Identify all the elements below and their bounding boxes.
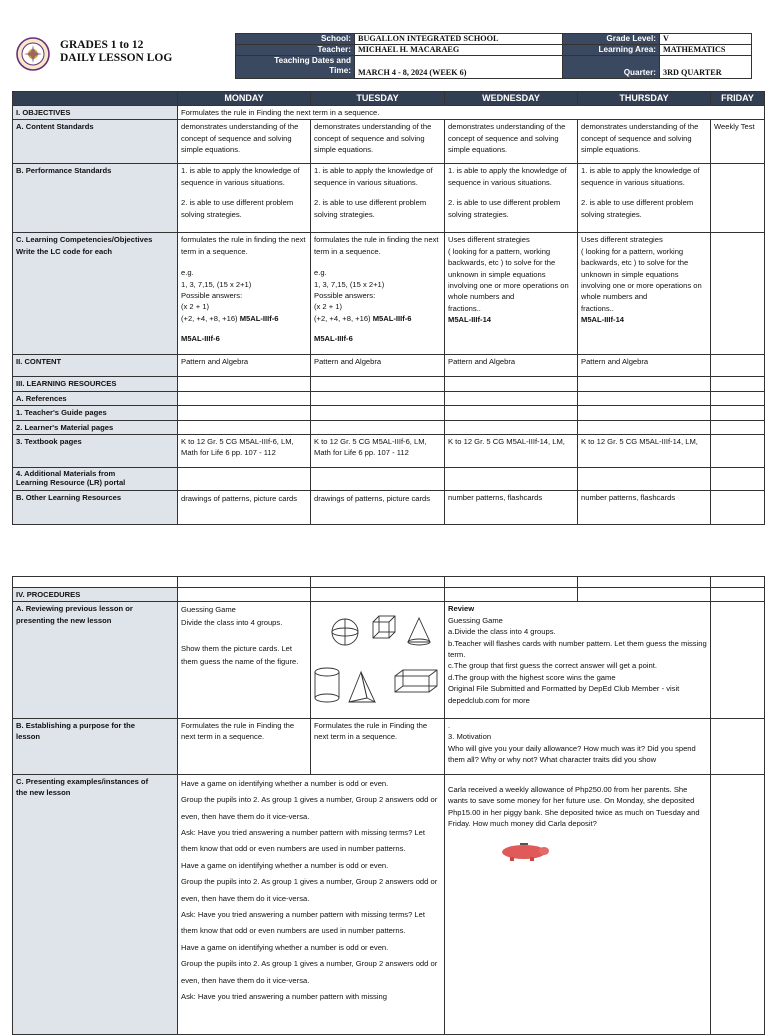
content-standards-fri: Weekly Test xyxy=(711,120,765,164)
comp-tue-text: formulates the rule in finding the next term in a sequence. xyxy=(314,235,439,256)
quarter-label: Quarter: xyxy=(563,56,660,79)
comp-tue-line xyxy=(314,313,441,324)
learning-area-label: Learning Area: xyxy=(563,45,660,56)
ps-thu-2: 2. is able to use different problem solving strategies. xyxy=(581,198,694,219)
other-resources-mon: drawings of patterns, picture cards xyxy=(178,491,311,525)
day-friday: FRIDAY xyxy=(711,92,765,106)
competencies-tue xyxy=(311,233,445,355)
competencies-wed xyxy=(445,233,578,355)
competencies-mon xyxy=(178,233,311,355)
school-value: BUGALLON INTEGRATED SCHOOL xyxy=(355,34,563,45)
ps-mon-2: 2. is able to use different problem solving strategies. xyxy=(181,198,294,219)
competencies-label: C. Learning Competencies/Objectives Write the LC code for each xyxy=(13,233,178,355)
additional-materials-label: 4. Additional Materials from Learning Resource (LR) portal xyxy=(13,468,178,491)
learners-material-label: 2. Learner's Material pages xyxy=(13,420,178,434)
header-info-table xyxy=(235,33,752,79)
day-tuesday: TUESDAY xyxy=(311,92,445,106)
teacher-value: MICHAEL H. MACARAEG xyxy=(355,45,563,56)
other-resources-thu: number patterns, flashcards xyxy=(578,491,711,525)
dates-label-line-2: Time: xyxy=(329,66,351,75)
performance-standards-fri xyxy=(711,164,765,233)
quarter-value: 3RD QUARTER xyxy=(660,56,752,79)
content-mon: Pattern and Algebra xyxy=(178,355,311,377)
review-wed-title: Review xyxy=(448,604,475,614)
dates-label-line-1: Teaching Dates and xyxy=(274,56,351,65)
log-title xyxy=(60,39,172,64)
comp-tue-eg: e.g. 1, 3, 7,15, (15 x 2+1) Possible answers: (x 2 + 1) xyxy=(314,268,385,312)
objectives-text: Formulates the rule in Finding the next term in a sequence. xyxy=(178,106,765,120)
comp-mon-line-text: (+2, +4, +8, +16) xyxy=(181,313,240,323)
review-label: A. Reviewing previous lesson or presenting the new lesson xyxy=(13,602,178,718)
day-wednesday: WEDNESDAY xyxy=(445,92,578,106)
title-line-1: GRADES 1 to 12 xyxy=(60,39,144,51)
piggy-bank-icon xyxy=(496,839,707,866)
teacher-label: Teacher: xyxy=(236,45,355,56)
examples-mon: Have a game on identifying whether a number is odd or even. Group the pupils into 2. As group 1 gives a number, Group 2 answers odd or even, then have them do it vice-versa. Ask: Have you tried answering a number pattern with missing terms? Let them know that odd or even numbers are used in number patterns. Have a game on identifying whether a number is odd or even. Group the pupils into 2. As group 1 gives a number, Group 2 answers odd or even, then have them do it vice-versa. Ask: Have you tried answering a number pattern with missing terms? Let them know that odd or even numbers are used in number patterns. Have a game on identifying whether a number is odd or even. Group the pupils into 2. As group 1 gives a number, Group 2 answers odd or even, then have them do it vice-versa. Ask: Have you tried answering a number pattern with missing xyxy=(178,774,445,1034)
performance-standards-label: B. Performance Standards xyxy=(13,164,178,233)
review-mon: Guessing Game Divide the class into 4 groups. Show them the picture cards. Let them guess the name of the figure. xyxy=(178,602,311,718)
lesson-log-table-2 xyxy=(12,576,765,1035)
teachers-guide-label: 1. Teacher's Guide pages xyxy=(13,406,178,420)
content-fri xyxy=(711,355,765,377)
content-standards-tue: demonstrates understanding of the concept of sequence and solving simple equations. xyxy=(311,120,445,164)
dates-value: MARCH 4 - 8, 2024 (WEEK 6) xyxy=(355,56,563,79)
ps-tue-2: 2. is able to use different problem solving strategies. xyxy=(314,198,427,219)
purpose-label: B. Establishing a purpose for the lesson xyxy=(13,718,178,774)
comp-wed-code: M5AL-IIIf-14 xyxy=(448,315,492,325)
examples-label: C. Presenting examples/instances of the new lesson xyxy=(13,774,178,1034)
deped-seal-logo xyxy=(16,37,50,71)
ps-wed-2: 2. is able to use different problem solving strategies. xyxy=(448,198,561,219)
review-wed-text: Guessing Game a.Divide the class into 4 groups. b.Teacher will flashes cards with number pattern. Let them guess the missing term. c.The group that first guess the correct answer will get a point. d.The group with the highest score wins the game Original File Submitted and Formatted by DepEd Club Member - visit depedclub.com for more xyxy=(448,615,707,705)
purpose-tue: Formulates the rule in Finding the next term in a sequence. xyxy=(311,718,445,774)
comp-mon-code-2: M5AL-IIIf-6 xyxy=(181,334,220,344)
comp-thu-text: Uses different strategies ( looking for a pattern, working backwards, etc ) to solve for the unknown in simple equations involving one or more operations on whole numbers and fractions.. xyxy=(581,235,702,313)
textbook-tue: K to 12 Gr. 5 CG M5AL-IIIf-6, LM, Math for Life 6 pp. 107 - 112 xyxy=(311,435,445,468)
ps-thu-1: 1. is able to apply the knowledge of sequence in various situations. xyxy=(581,166,700,187)
comp-thu-code: M5AL-IIIf-14 xyxy=(581,315,625,325)
geometric-figures-picture xyxy=(311,602,445,718)
comp-mon-line xyxy=(181,313,307,324)
review-wed xyxy=(445,602,711,718)
textbook-label: 3. Textbook pages xyxy=(13,435,178,468)
grade-level-label: Grade Level: xyxy=(563,34,660,45)
lesson-log-table-1 xyxy=(12,91,765,525)
learning-resources-label: III. LEARNING RESOURCES xyxy=(13,377,178,391)
learning-area-value: MATHEMATICS xyxy=(660,45,752,56)
ps-wed-1: 1. is able to apply the knowledge of sequence in various situations. xyxy=(448,166,567,187)
content-standards-thu: demonstrates understanding of the concept of sequence and solving simple equations. xyxy=(578,120,711,164)
comp-mon-text: formulates the rule in finding the next term in a sequence. xyxy=(181,235,306,256)
examples-wed xyxy=(445,774,711,1034)
performance-standards-wed xyxy=(445,164,578,233)
dates-label xyxy=(236,56,355,79)
content-standards-wed: demonstrates understanding of the concept of sequence and solving simple equations. xyxy=(445,120,578,164)
comp-tue-line-text: (+2, +4, +8, +16) xyxy=(314,313,373,323)
content-wed: Pattern and Algebra xyxy=(445,355,578,377)
day-monday: MONDAY xyxy=(178,92,311,106)
objectives-label: I. OBJECTIVES xyxy=(13,106,178,120)
other-resources-wed: number patterns, flashcards xyxy=(445,491,578,525)
textbook-mon: K to 12 Gr. 5 CG M5AL-IIIf-6, LM, Math for Life 6 pp. 107 - 112 xyxy=(178,435,311,468)
content-label: II. CONTENT xyxy=(13,355,178,377)
content-standards-mon: demonstrates understanding of the concept of sequence and solving simple equations. xyxy=(178,120,311,164)
content-standards-label: A. Content Standards xyxy=(13,120,178,164)
content-tue: Pattern and Algebra xyxy=(311,355,445,377)
comp-mon-eg: e.g. 1, 3, 7,15, (15 x 2+1) Possible answers: (x 2 + 1) xyxy=(181,268,252,312)
references-label: A. References xyxy=(13,391,178,405)
comp-mon-code: M5AL-IIIf-6 xyxy=(239,313,279,323)
ps-mon-1: 1. is able to apply the knowledge of sequence in various situations. xyxy=(181,166,300,187)
examples-wed-text: Carla received a weekly allowance of Php250.00 from her parents. She wants to save some money for her future use. On Monday, she deposited Php15.00 in her piggy bank. She deposited twice as much on Tuesday and Friday. How much money did Carla deposit? xyxy=(448,784,700,829)
textbook-thu: K to 12 Gr. 5 CG M5AL-IIIf-14, LM, xyxy=(578,435,711,468)
purpose-mon: Formulates the rule in Finding the next term in a sequence. xyxy=(178,718,311,774)
performance-standards-thu xyxy=(578,164,711,233)
purpose-wed: . 3. Motivation Who will give you your daily allowance? How much was it? Did you spend them all? Why or why not? What character traits did you show xyxy=(445,718,711,774)
competencies-fri xyxy=(711,233,765,355)
comp-wed-text: Uses different strategies ( looking for a pattern, working backwards, etc ) to solve for the unknown in simple equations involving one or more operations on whole numbers and fractions.. xyxy=(448,235,569,313)
day-thursday: THURSDAY xyxy=(578,92,711,106)
grade-level-value: V xyxy=(660,34,752,45)
procedures-label: IV. PROCEDURES xyxy=(13,588,178,602)
performance-standards-mon xyxy=(178,164,311,233)
school-label: School: xyxy=(236,34,355,45)
title-line-2: DAILY LESSON LOG xyxy=(60,51,173,64)
competencies-thu xyxy=(578,233,711,355)
content-thu: Pattern and Algebra xyxy=(578,355,711,377)
comp-tue-code-2: M5AL-IIIf-6 xyxy=(314,334,353,344)
textbook-wed: K to 12 Gr. 5 CG M5AL-IIIf-14, LM, xyxy=(445,435,578,468)
other-resources-tue: drawings of patterns, picture cards xyxy=(311,491,445,525)
geometric-figures-icon xyxy=(311,602,443,714)
ps-tue-1: 1. is able to apply the knowledge of sequence in various situations. xyxy=(314,166,433,187)
performance-standards-tue xyxy=(311,164,445,233)
other-resources-label: B. Other Learning Resources xyxy=(13,491,178,525)
comp-tue-code: M5AL-IIIf-6 xyxy=(372,313,412,323)
